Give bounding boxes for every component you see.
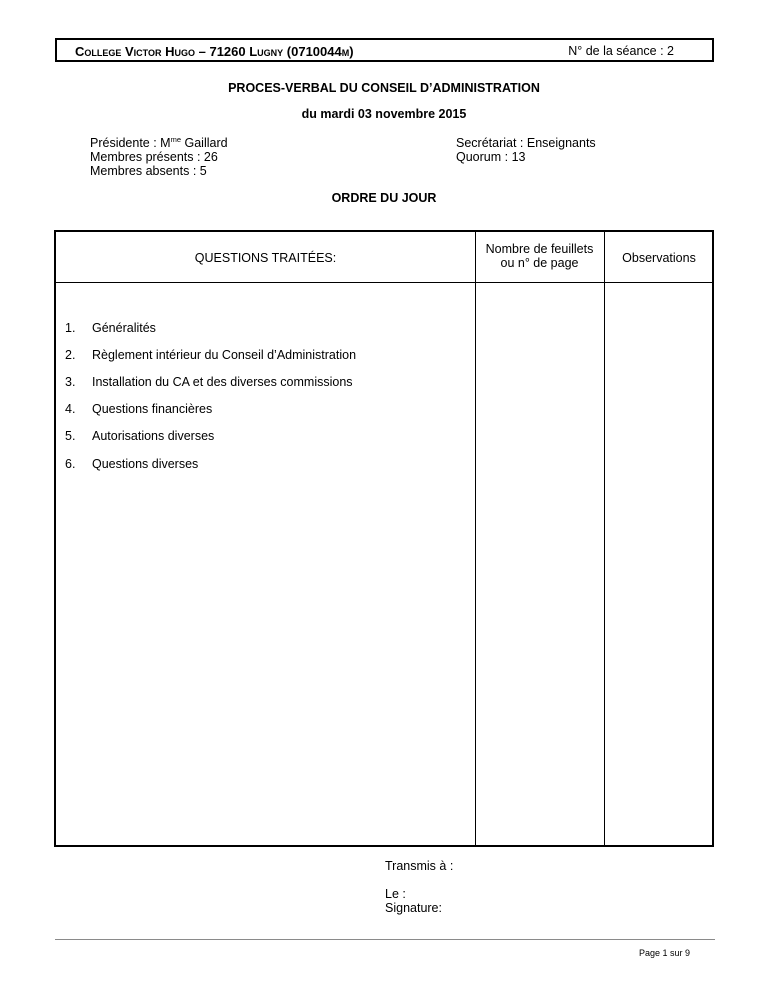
signature-field: Signature:: [385, 901, 442, 915]
transmitted-to: Transmis à :: [385, 859, 454, 873]
feuillets-header: Nombre de feuillets ou n° de page: [485, 242, 594, 270]
quorum: Quorum : 13: [456, 150, 526, 164]
secretariat: Secrétariat : Enseignants: [456, 136, 596, 150]
agenda-title: ORDRE DU JOUR: [331, 191, 437, 205]
document-title: PROCES-VERBAL DU CONSEIL D’ADMINISTRATION: [228, 81, 540, 95]
column-divider: [475, 232, 476, 845]
school-name: College Victor Hugo – 71260 Lugny (0710044m): [75, 44, 354, 59]
column-divider: [604, 232, 605, 845]
members-present: Membres présents : 26: [90, 150, 218, 164]
presidente: Présidente : $M^{me}$ Gaillard: [90, 135, 228, 150]
document-header: [55, 38, 714, 62]
meeting-date: du mardi 03 novembre 2015: [301, 107, 467, 121]
page-number: Page 1 sur 9: [638, 948, 690, 958]
attendance-info: [90, 136, 228, 178]
secretariat-info: [456, 136, 596, 164]
observations-header: Observations: [622, 251, 696, 265]
questions-header: QUESTIONS TRAITÉES:: [194, 251, 337, 265]
header-divider: [56, 282, 712, 283]
session-number: N° de la séance : 2: [568, 44, 674, 58]
date-field: Le :: [385, 887, 406, 901]
footer-divider: [55, 939, 715, 940]
members-absent: Membres absents : 5: [90, 164, 207, 178]
